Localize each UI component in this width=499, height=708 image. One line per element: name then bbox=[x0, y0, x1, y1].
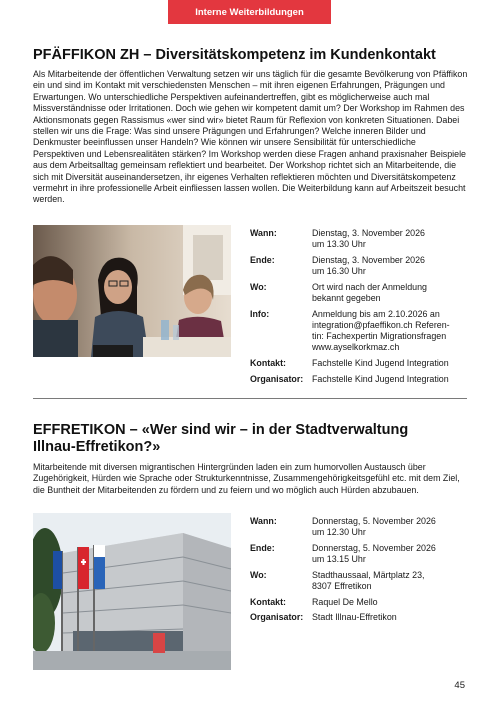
detail-label: Organisator: bbox=[250, 612, 304, 623]
detail-row-info bbox=[250, 309, 475, 354]
detail-label: Wann: bbox=[250, 228, 277, 238]
section-divider bbox=[33, 398, 467, 399]
detail-value: Anmeldung bis am 2.10.2026 an integration@pfaeffikon.ch Referen- tin: Fachexpertin Migrationsfragen www.ayselkorkmaz.ch bbox=[312, 308, 450, 353]
event-title-pfaeffikon: PFÄFFIKON ZH – Diversitätskompetenz im Kundenkontakt bbox=[33, 47, 436, 63]
detail-row-kontakt bbox=[250, 358, 475, 369]
detail-row-kontakt bbox=[250, 597, 475, 608]
detail-label: Organisator: bbox=[250, 373, 304, 384]
workshop-photo bbox=[33, 225, 231, 357]
detail-value: Raquel De Mello bbox=[312, 596, 378, 607]
detail-row-organisator bbox=[250, 374, 475, 385]
detail-value: Stadthaussaal, Märtplatz 23, 8307 Effretikon bbox=[312, 569, 425, 592]
event-description-pfaeffikon: Als Mitarbeitende der öffentlichen Verwaltung setzen wir uns täglich für die gesamte Bevölkerung von Pfäffikon ein und sind im Kontakt mit verschiedensten Menschen – mit ihren eigenen Erfahrungen, Prägungen und Erwartungen. Wo unterschiedliche Perspektiven aufeinandertreffen, gibt es möglicherweise auch mal Missverständnisse oder Irritationen. Doch wie gehen wir kompetent damit um? Der Workshop im Rahmen des Aktionsmonats gegen Rassismus «wer sind wir» bietet Raum für Reflexion von konkreten Situationen. Dabei stellen wir uns die Frage: Was sind unsere Prägungen und Erfahrungen? Welche inneren Bilder und Denkmuster beeinflussen unser Handeln? Wie können wir unsere Sensibilität für unterschiedliche Perspektiven und Lebensrealitäten stärken? Im Workshop werden diese Fragen anhand praxisnaher Beispiele aus dem Arbeitsalltag gemeinsam reflektiert und bearbeitet. Der Workshop richtet sich an Mitarbeitende, die sich mit Diversität auseinandersetzen, ihr eigenes Verhalten reflektieren möchten und Diversitätskompetenz vermehrt in ihre professionelle Arbeit einfliessen lassen wollen. Die Weiterbildung kann auf Arbeitszeit besucht werden. bbox=[33, 69, 468, 205]
detail-label: Info: bbox=[250, 308, 270, 319]
detail-row-ende bbox=[250, 255, 475, 277]
detail-row-ende bbox=[250, 543, 475, 565]
detail-row-wo bbox=[250, 282, 475, 304]
detail-row-wann bbox=[250, 516, 475, 538]
detail-label: Kontakt: bbox=[250, 596, 286, 607]
page-number: 45 bbox=[454, 680, 465, 691]
detail-value: Fachstelle Kind Jugend Integration bbox=[312, 373, 449, 384]
detail-label: Kontakt: bbox=[250, 358, 286, 369]
event-details-effretikon bbox=[250, 516, 475, 628]
detail-value: Dienstag, 3. November 2026 um 13.30 Uhr bbox=[312, 228, 425, 250]
detail-value: Fachstelle Kind Jugend Integration bbox=[312, 358, 449, 369]
detail-label: Wo: bbox=[250, 569, 267, 580]
detail-label: Wo: bbox=[250, 281, 267, 292]
detail-row-organisator bbox=[250, 612, 475, 623]
detail-label: Ende: bbox=[250, 542, 275, 553]
detail-row-wann bbox=[250, 228, 475, 250]
section-header-label: Interne Weiterbildungen bbox=[195, 6, 304, 18]
detail-value: Donnerstag, 5. November 2026 um 13.15 Uhr bbox=[312, 542, 436, 565]
detail-row-wo bbox=[250, 570, 475, 592]
detail-value: Ort wird nach der Anmeldung bekannt gegeben bbox=[312, 281, 427, 304]
detail-value: Dienstag, 3. November 2026 um 16.30 Uhr bbox=[312, 254, 425, 277]
event-title-effretikon: EFFRETIKON – «Wer sind wir – in der Stadtverwaltung Illnau-Effretikon?» bbox=[33, 422, 409, 455]
section-header-badge bbox=[168, 0, 331, 24]
event-description-effretikon: Mitarbeitende mit diversen migrantischen Hintergründen laden ein zum humorvollen Austausch über Zugehörigkeit, Hürden wie Sprache oder Strukturkenntnisse, Zusammengehörigkeitsgefühl etc. mit dem Ziel, die Buntheit der Mitarbeitenden zu fördern und zu feiern und wo möglich auch Hürden abzubauen. bbox=[33, 462, 460, 495]
detail-label: Wann: bbox=[250, 516, 277, 526]
detail-value: Stadt Illnau-Effretikon bbox=[312, 612, 397, 623]
stadthaus-photo bbox=[33, 513, 231, 670]
event-details-pfaeffikon bbox=[250, 228, 475, 389]
detail-label: Ende: bbox=[250, 254, 275, 265]
detail-value: Donnerstag, 5. November 2026 um 12.30 Uhr bbox=[312, 516, 436, 538]
